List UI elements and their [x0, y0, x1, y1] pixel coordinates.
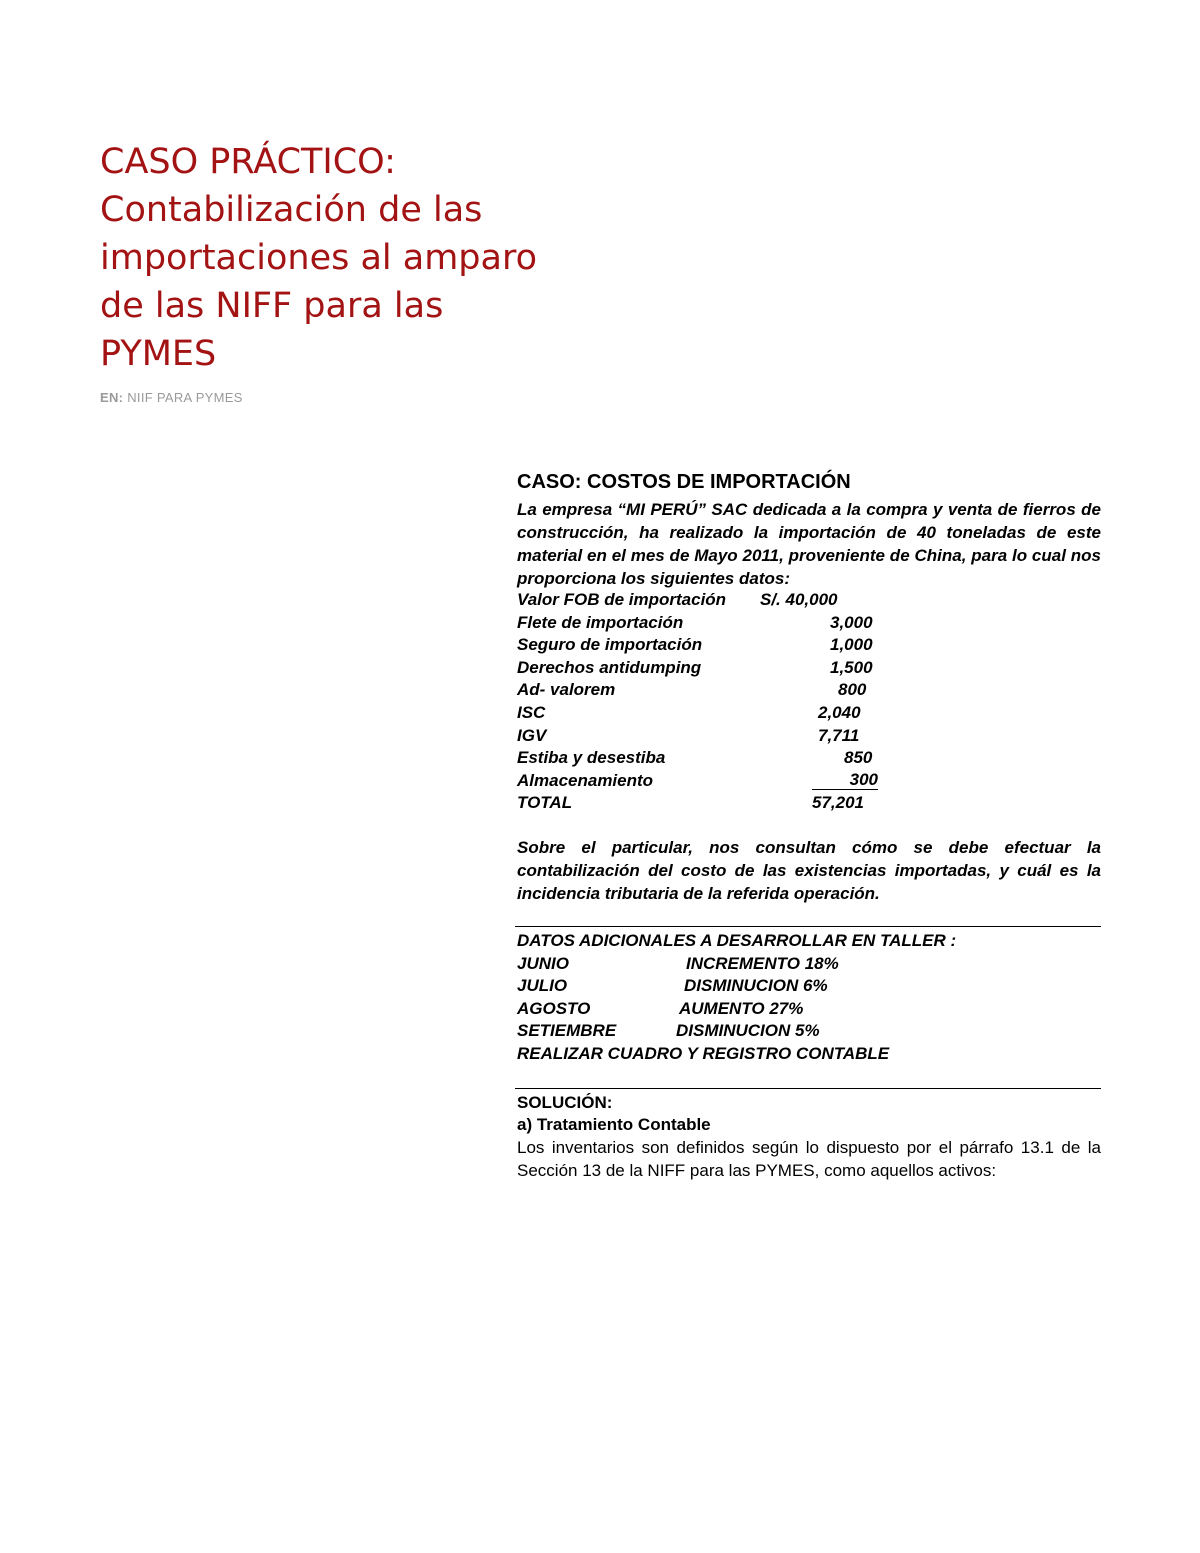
- cost-row: [517, 634, 917, 657]
- extra-data: [517, 930, 1101, 1065]
- cost-value: 3,000: [830, 612, 873, 632]
- cost-row: [517, 747, 917, 770]
- extra-change: INCREMENTO 18%: [686, 953, 839, 973]
- title-line: importaciones al amparo: [100, 238, 538, 278]
- cost-label: IGV: [517, 725, 547, 745]
- title-line: de las NIFF para las: [100, 286, 444, 326]
- title-line: Contabilización de las: [100, 190, 483, 230]
- divider: [515, 926, 1101, 927]
- cost-label: TOTAL: [517, 793, 573, 813]
- cost-value: 850: [844, 748, 873, 768]
- title-line: CASO PRÁCTICO:: [100, 142, 396, 182]
- cost-row-total: [517, 792, 917, 815]
- cost-value: 7,711: [818, 725, 860, 745]
- extra-row: [517, 998, 1101, 1021]
- divider: [515, 1088, 1101, 1089]
- cost-value: 57,201: [812, 793, 864, 813]
- cost-row: [517, 589, 917, 612]
- cost-label: Derechos antidumping: [517, 657, 702, 677]
- case-title: CASO: COSTOS DE IMPORTACIÓN: [517, 471, 851, 493]
- extra-month: AGOSTO: [517, 998, 591, 1018]
- extra-title: DATOS ADICIONALES A DESARROLLAR EN TALLER :: [517, 931, 957, 950]
- cost-list: [517, 589, 917, 815]
- cost-label: Almacenamiento: [517, 770, 654, 790]
- title-line: PYMES: [100, 334, 217, 374]
- cost-label: Seguro de importación: [517, 635, 703, 655]
- extra-title-row: [517, 930, 1101, 953]
- category-value: NIIF PARA PYMES: [127, 390, 243, 405]
- extra-month: JULIO: [517, 976, 568, 995]
- cost-value: 1,000: [830, 635, 873, 655]
- extra-task-row: [517, 1043, 1101, 1066]
- case-question: Sobre el particular, nos consultan cómo se debe efectuar la contabilización del costo de las existencias importadas, y cuál es la incidencia tributaria de la referida operación.: [517, 838, 1101, 903]
- cost-row: [517, 725, 917, 748]
- extra-row: [517, 1020, 1101, 1043]
- extra-row: [517, 953, 1101, 976]
- category-line: [100, 390, 560, 405]
- cost-row: [517, 679, 917, 702]
- extra-task: REALIZAR CUADRO Y REGISTRO CONTABLE: [517, 1043, 890, 1063]
- extra-change: DISMINUCION 6%: [684, 976, 828, 995]
- solution-body: Los inventarios son definidos según lo dispuesto por el párrafo 13.1 de la Sección 13 de la NIFF para las PYMES, como aquellos activos:: [517, 1138, 1101, 1180]
- cost-value: S/. 40,000: [760, 590, 838, 609]
- solution-title: SOLUCIÓN:: [517, 1093, 613, 1112]
- cost-label: ISC: [517, 702, 546, 722]
- extra-change: AUMENTO 27%: [679, 998, 804, 1018]
- cost-label: Valor FOB de importación: [517, 590, 727, 609]
- cost-row: [517, 702, 917, 725]
- cost-value: 800: [838, 680, 867, 700]
- cost-row: [517, 770, 917, 793]
- extra-change: DISMINUCION 5%: [676, 1021, 820, 1040]
- cost-row: [517, 657, 917, 680]
- cost-label: Flete de importación: [517, 612, 684, 632]
- solution-subtitle: a) Tratamiento Contable: [517, 1115, 711, 1134]
- extra-row: [517, 975, 1101, 998]
- case-intro: La empresa “MI PERÚ” SAC dedicada a la compra y venta de fierros de construcción, ha realizado la importación de 40 toneladas de este material en el mes de Mayo 2011, proveniente de China, para lo cual nos proporciona los siguientes datos:: [517, 500, 1101, 588]
- category-label: EN:: [100, 390, 124, 405]
- cost-label: Ad- valorem: [517, 680, 616, 700]
- document-title: [100, 138, 560, 405]
- extra-month: SETIEMBRE: [517, 1021, 617, 1040]
- extra-month: JUNIO: [517, 953, 569, 973]
- cost-label: Estiba y desestiba: [517, 748, 666, 768]
- cost-row: [517, 612, 917, 635]
- cost-value: 300: [812, 770, 878, 790]
- cost-value: 2,040: [818, 702, 861, 722]
- cost-value: 1,500: [830, 657, 873, 677]
